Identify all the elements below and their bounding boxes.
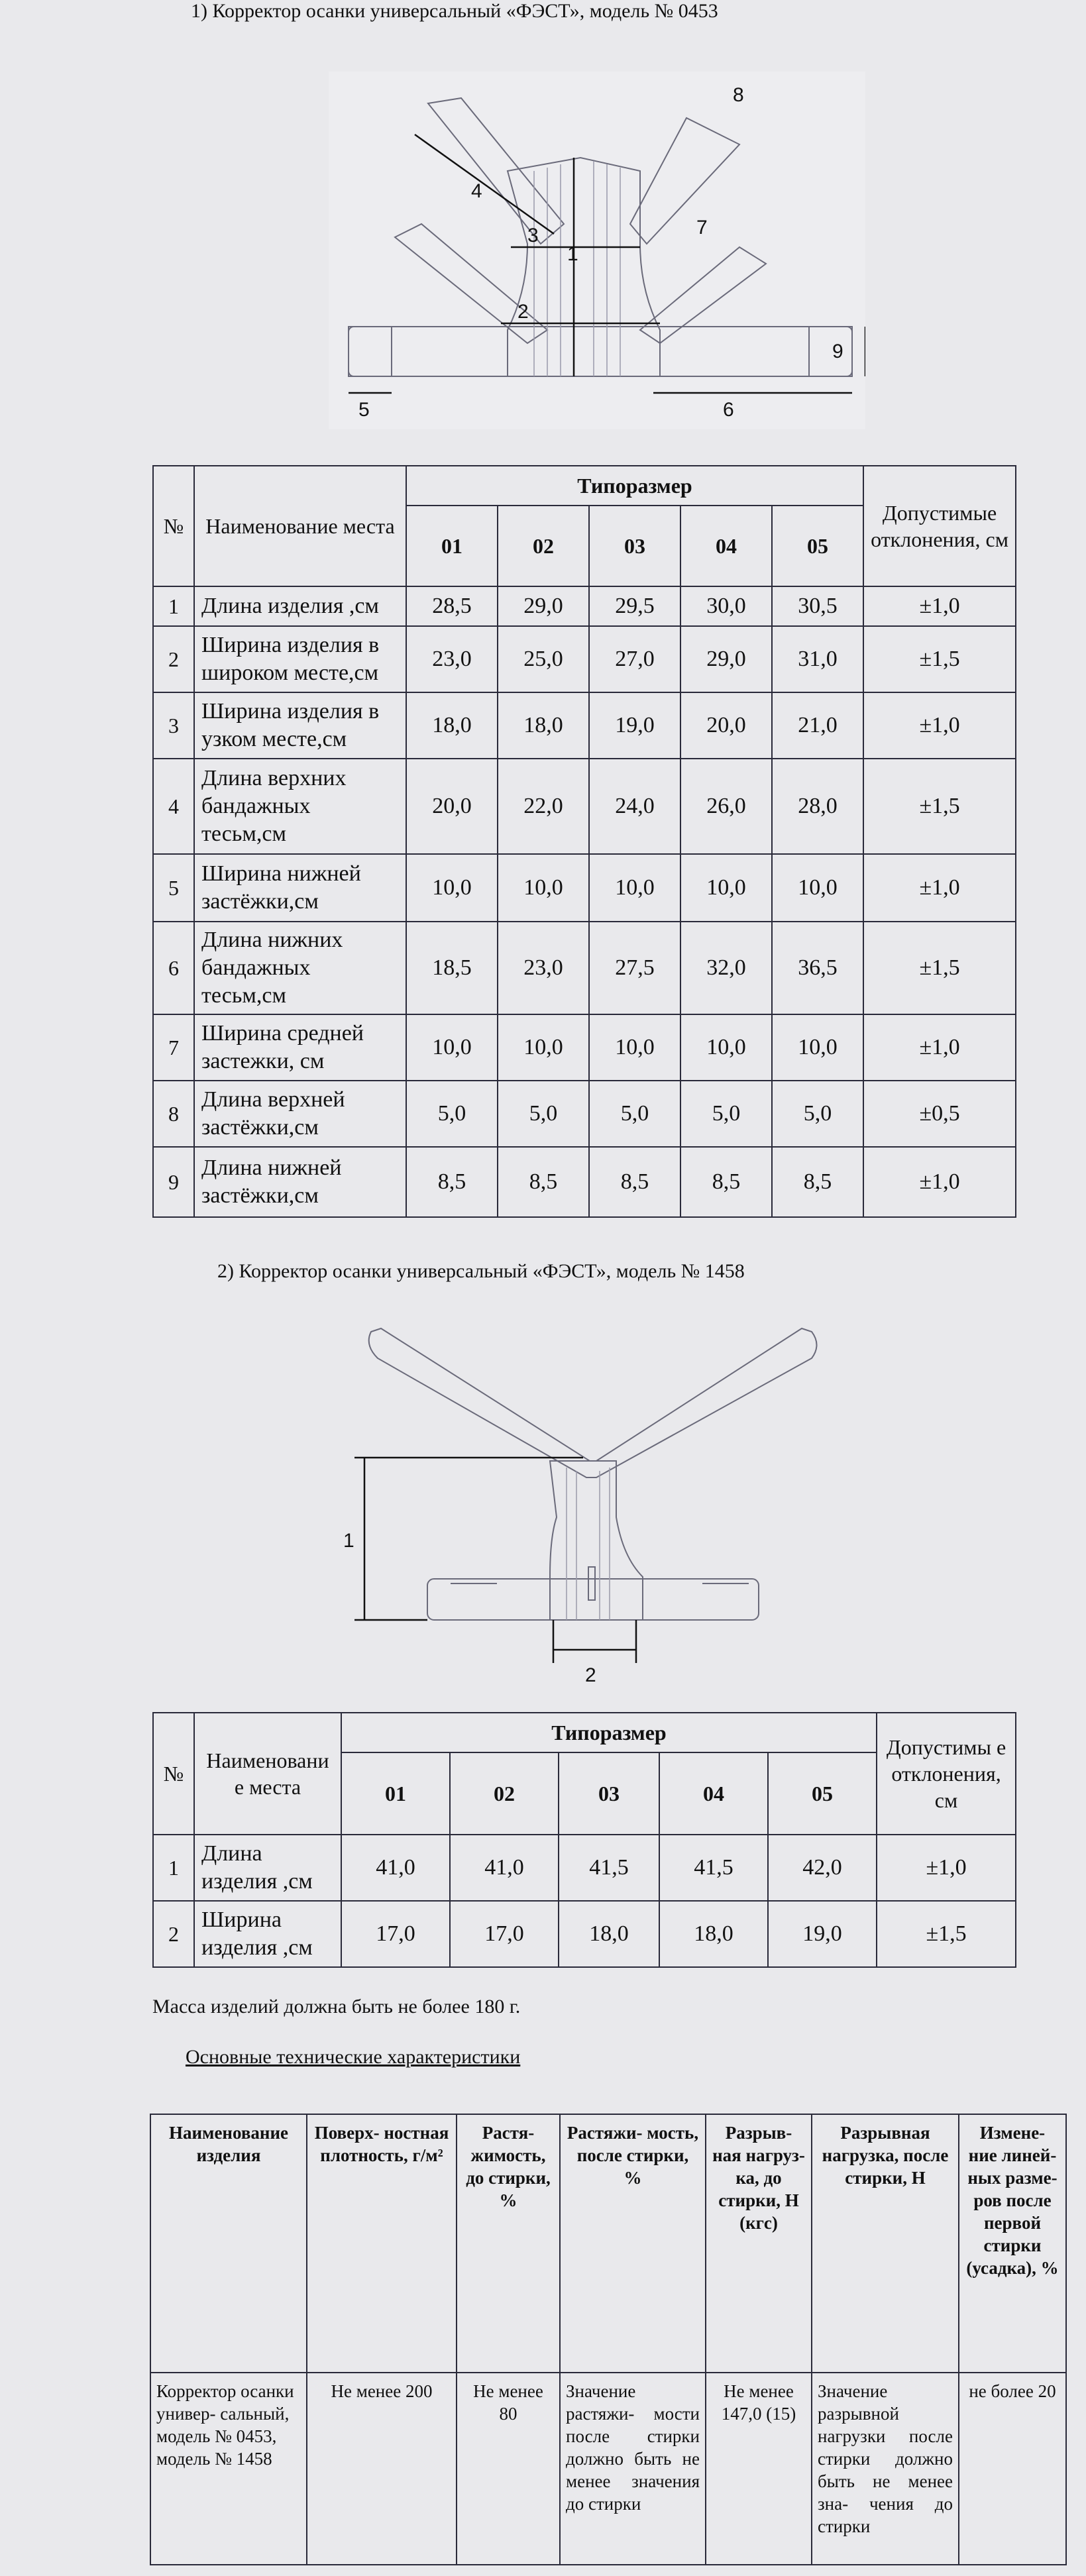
row-value: 17,0 [450,1901,559,1967]
row-value: 5,0 [589,1081,680,1147]
row-value: 26,0 [680,759,772,854]
row-num: 7 [153,1014,194,1081]
row-name: Ширина изделия в широком месте,см [194,626,406,692]
row-num: 1 [153,1835,194,1901]
row-value: 17,0 [341,1901,450,1967]
table-row [153,854,1016,922]
row-value: 8,5 [498,1147,589,1217]
row-value: 41,5 [659,1835,768,1901]
header-size: 03 [589,506,680,586]
header-size: 01 [406,506,498,586]
model1-caption: 1) Корректор осанки универсальный «ФЭСТ», модель № 0453 [191,0,718,22]
row-tolerance: ±1,5 [863,759,1016,854]
table-row [153,1835,1016,1901]
row-value: 10,0 [772,1014,863,1081]
header-num: № [153,1713,194,1835]
row-value: 28,0 [772,759,863,854]
row-value: 10,0 [406,854,498,922]
tech-header: Растяжи- мость, после стирки, % [560,2114,706,2373]
row-value: 27,5 [589,922,680,1014]
row-value: 8,5 [772,1147,863,1217]
header-name: Наименовани е места [194,1713,341,1835]
row-value: 24,0 [589,759,680,854]
row-tolerance: ±1,5 [877,1901,1016,1967]
table-row [150,2373,1066,2565]
model1-diagram [329,72,865,429]
tech-header: Разрыв- ная нагруз- ка, до стирки, Н (кгс) [706,2114,812,2373]
header-size: 04 [659,1752,768,1835]
row-name: Ширина нижней застёжки,см [194,854,406,922]
row-value: 20,0 [680,692,772,759]
tech-header: Наименование изделия [150,2114,307,2373]
row-name: Длина нижней застёжки,см [194,1147,406,1217]
row-value: 21,0 [772,692,863,759]
row-value: 22,0 [498,759,589,854]
row-tolerance: ±1,0 [877,1835,1016,1901]
table-row [153,1147,1016,1217]
header-size: 05 [768,1752,877,1835]
row-value: 31,0 [772,626,863,692]
table-row [153,1014,1016,1081]
header-size: 01 [341,1752,450,1835]
row-value: 20,0 [406,759,498,854]
row-tolerance: ±1,0 [863,1014,1016,1081]
header-size: 02 [450,1752,559,1835]
row-num: 1 [153,586,194,626]
model1-dim-label-9: 9 [832,341,843,362]
row-value: 30,5 [772,586,863,626]
row-value: 18,5 [406,922,498,1014]
row-value: 18,0 [498,692,589,759]
tech-cell: Не менее 200 [307,2373,457,2565]
model1-dim-label-5: 5 [358,399,370,421]
row-num: 6 [153,922,194,1014]
row-value: 5,0 [406,1081,498,1147]
row-num: 2 [153,626,194,692]
row-num: 9 [153,1147,194,1217]
row-tolerance: ±1,0 [863,692,1016,759]
header-size: 05 [772,506,863,586]
row-tolerance: ±1,0 [863,1147,1016,1217]
header-size-group: Типоразмер [341,1713,877,1752]
row-value: 10,0 [589,854,680,922]
row-value: 19,0 [768,1901,877,1967]
model1-dim-label-6: 6 [723,399,734,421]
model1-dim-label-1: 1 [567,243,578,265]
row-value: 8,5 [589,1147,680,1217]
tech-characteristics-table [150,2114,1067,2565]
table-row [153,922,1016,1014]
row-tolerance: ±1,5 [863,922,1016,1014]
row-value: 8,5 [406,1147,498,1217]
row-value: 23,0 [406,626,498,692]
row-name: Длина изделия ,см [194,586,406,626]
table-row [153,1081,1016,1147]
row-value: 18,0 [559,1901,659,1967]
row-value: 23,0 [498,922,589,1014]
tech-cell: Не менее 147,0 (15) [706,2373,812,2565]
row-tolerance: ±1,0 [863,586,1016,626]
row-value: 8,5 [680,1147,772,1217]
tech-cell: не более 20 [959,2373,1066,2565]
row-name: Длина верхней застёжки,см [194,1081,406,1147]
header-name: Наименование места [194,466,406,586]
model1-dim-label-3: 3 [527,225,539,246]
row-value: 30,0 [680,586,772,626]
header-size-group: Типоразмер [406,466,863,506]
row-tolerance: ±1,5 [863,626,1016,692]
row-value: 5,0 [772,1081,863,1147]
row-value: 10,0 [772,854,863,922]
tech-header: Растя- жимость, до стирки, % [457,2114,560,2373]
row-value: 25,0 [498,626,589,692]
row-num: 5 [153,854,194,922]
row-value: 18,0 [659,1901,768,1967]
row-value: 27,0 [589,626,680,692]
row-value: 5,0 [680,1081,772,1147]
tech-cell: Значение разрывной нагрузки после стирки должно быть не менее зна- чения до стирки [812,2373,959,2565]
row-value: 19,0 [589,692,680,759]
row-value: 32,0 [680,922,772,1014]
row-value: 10,0 [680,1014,772,1081]
header-size: 04 [680,506,772,586]
header-tolerance: Допустимые отклонения, см [863,466,1016,586]
tech-cell: Не менее 80 [457,2373,560,2565]
row-value: 41,5 [559,1835,659,1901]
model1-dim-label-8: 8 [733,84,744,106]
row-tolerance: ±0,5 [863,1081,1016,1147]
tech-header: Разрывная нагрузка, после стирки, Н [812,2114,959,2373]
row-value: 10,0 [498,1014,589,1081]
model2-dim-label-2: 2 [585,1664,596,1686]
tech-cell: Значение растяжи- мости после стирки должно быть не менее значения до стирки [560,2373,706,2565]
header-size: 02 [498,506,589,586]
row-value: 10,0 [589,1014,680,1081]
tech-header: Поверх- ностная плотность, г/м² [307,2114,457,2373]
row-value: 41,0 [341,1835,450,1901]
header-num: № [153,466,194,586]
model1-dim-label-7: 7 [696,217,708,239]
mass-note: Масса изделий должна быть не более 180 г. [152,1996,521,2017]
tech-title: Основные технические характеристики [186,2046,521,2068]
model2-size-table [152,1712,1016,1968]
table-row [153,759,1016,854]
row-value: 10,0 [406,1014,498,1081]
model2-diagram [331,1318,835,1716]
model2-dim-label-1: 1 [343,1530,354,1552]
table-row [153,1901,1016,1967]
row-num: 3 [153,692,194,759]
row-name: Длина изделия ,см [194,1835,341,1901]
model1-dim-label-4: 4 [471,180,482,202]
tech-cell: Корректор осанки универ- сальный, модель № 0453, модель № 1458 [150,2373,307,2565]
row-value: 29,0 [498,586,589,626]
table-row [153,586,1016,626]
row-name: Ширина изделия в узком месте,см [194,692,406,759]
header-size: 03 [559,1752,659,1835]
row-value: 28,5 [406,586,498,626]
row-value: 29,0 [680,626,772,692]
row-name: Ширина средней застежки, см [194,1014,406,1081]
row-value: 41,0 [450,1835,559,1901]
model1-size-table [152,465,1016,1218]
row-value: 5,0 [498,1081,589,1147]
row-name: Длина нижних бандажных тесьм,см [194,922,406,1014]
header-tolerance: Допустимы е отклонения, см [877,1713,1016,1835]
tech-header: Измене- ние линей- ных разме- ров после первой стирки (усадка), % [959,2114,1066,2373]
row-tolerance: ±1,0 [863,854,1016,922]
row-value: 42,0 [768,1835,877,1901]
model2-caption: 2) Корректор осанки универсальный «ФЭСТ», модель № 1458 [217,1260,745,1282]
row-num: 4 [153,759,194,854]
table-row [153,692,1016,759]
row-value: 10,0 [680,854,772,922]
row-name: Длина верхних бандажных тесьм,см [194,759,406,854]
row-value: 29,5 [589,586,680,626]
row-value: 36,5 [772,922,863,1014]
model1-dim-label-2: 2 [517,301,529,323]
row-num: 2 [153,1901,194,1967]
row-value: 10,0 [498,854,589,922]
row-num: 8 [153,1081,194,1147]
table-row [153,626,1016,692]
row-name: Ширина изделия ,см [194,1901,341,1967]
row-value: 18,0 [406,692,498,759]
